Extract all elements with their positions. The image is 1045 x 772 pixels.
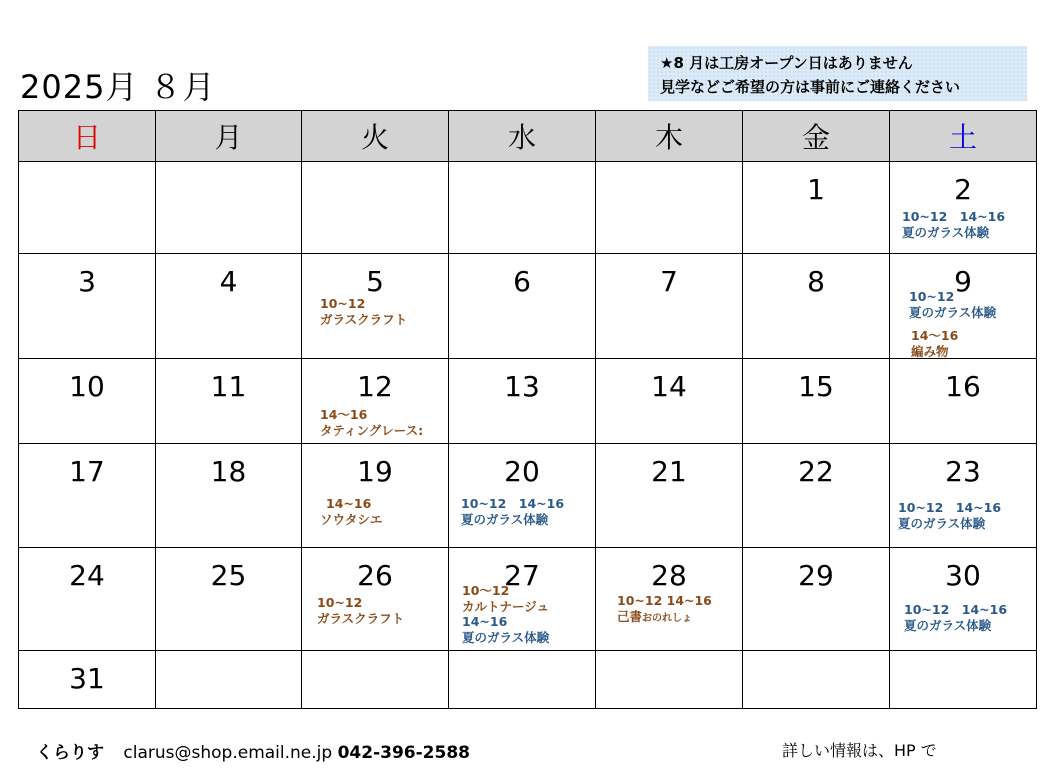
day-number: 6 [513, 265, 531, 298]
day-cell [449, 162, 596, 254]
day-number: 3 [78, 265, 96, 298]
day-number: 1 [807, 173, 825, 206]
day-number: 4 [219, 265, 238, 298]
event-day-23 [898, 500, 1001, 532]
event-day-27-morning [462, 583, 549, 615]
event-day-12 [320, 407, 423, 439]
day-cell [743, 359, 890, 444]
day-number: 10 [69, 370, 105, 403]
weekday-sunday: 日 [19, 111, 156, 162]
day-number: 31 [69, 662, 105, 695]
event-time: 14~16 [326, 496, 372, 511]
event-time: 14～16 [320, 407, 368, 422]
day-number: 11 [210, 370, 247, 403]
event-day-28 [617, 593, 712, 627]
calendar-grid [18, 110, 1037, 709]
day-cell [449, 651, 596, 709]
day-number: 14 [651, 370, 687, 403]
notice-line-2: 見学などご希望の方は事前にご連絡ください [660, 78, 961, 96]
day-number: 23 [945, 455, 981, 488]
event-time: 10~12 14~16 [898, 500, 1002, 515]
day-cell [743, 548, 890, 651]
day-number: 25 [210, 559, 247, 592]
day-cell [743, 254, 890, 359]
event-time: 14~16 [462, 614, 508, 629]
day-cell [449, 444, 596, 548]
event-time: 10~12 [317, 595, 363, 610]
weekday-tuesday: 火 [302, 111, 449, 162]
email-address: clarus@shop.email.ne.jp [123, 743, 333, 763]
event-name: カルトナージュ [462, 599, 550, 614]
day-cell [596, 548, 743, 651]
day-cell [743, 444, 890, 548]
day-number: 9 [954, 265, 972, 298]
day-number: 30 [945, 559, 981, 592]
notice-line-1: ★8 月は工房オープン日はありません [660, 54, 913, 72]
day-number: 16 [945, 370, 981, 403]
day-cell [596, 254, 743, 359]
day-number: 7 [660, 265, 678, 298]
day-cell [449, 254, 596, 359]
event-day-27-afternoon [462, 614, 549, 646]
day-cell [596, 359, 743, 444]
day-cell [890, 548, 1037, 651]
day-number: 18 [210, 455, 247, 488]
event-name: タティングレース: [320, 423, 424, 438]
event-time: 10～12 [462, 583, 510, 598]
weekday-thursday: 木 [596, 111, 743, 162]
event-time: 10~12 14~16 [617, 593, 712, 608]
week-row [19, 651, 1037, 709]
event-name: 夏のガラス体験 [898, 516, 986, 531]
day-number: 13 [504, 370, 540, 403]
event-name-row [617, 609, 712, 627]
more-info-text: 詳しい情報は、HP で [782, 741, 937, 760]
day-cell [302, 162, 449, 254]
day-number: 24 [69, 559, 105, 592]
footer-contact [36, 738, 470, 763]
event-name: 夏のガラス体験 [462, 630, 550, 645]
day-cell [156, 254, 302, 359]
day-cell [302, 548, 449, 651]
weekday-monday: 月 [156, 111, 302, 162]
week-row [19, 444, 1037, 548]
event-day-9-afternoon [911, 328, 958, 360]
day-cell [156, 444, 302, 548]
event-time: 10~12 [909, 289, 955, 304]
day-cell [19, 162, 156, 254]
event-time: 10~12 14~16 [461, 496, 565, 511]
event-name: ガラスクラフト [317, 611, 405, 626]
day-cell [890, 651, 1037, 709]
event-name: ソウタシエ [320, 512, 383, 527]
event-name: 編み物 [911, 344, 949, 359]
week-row [19, 254, 1037, 359]
day-cell [19, 548, 156, 651]
day-number: 28 [651, 559, 687, 592]
day-cell [890, 444, 1037, 548]
day-cell [156, 162, 302, 254]
weekday-wednesday: 水 [449, 111, 596, 162]
shop-name: くらりす [36, 743, 104, 763]
day-cell [302, 359, 449, 444]
day-number: 19 [357, 455, 393, 488]
day-cell [596, 651, 743, 709]
day-cell [302, 651, 449, 709]
day-number: 27 [504, 559, 540, 592]
event-time: 10~12 14~16 [904, 602, 1008, 617]
weekday-header-row [19, 111, 1037, 162]
day-cell [890, 359, 1037, 444]
day-number: 15 [798, 370, 834, 403]
day-number: 17 [69, 455, 105, 488]
day-number: 12 [357, 370, 393, 403]
event-day-30 [904, 602, 1007, 634]
day-cell [596, 162, 743, 254]
day-cell [596, 444, 743, 548]
event-time: 10~12 14~16 [902, 209, 1006, 224]
event-name: ガラスクラフト [320, 312, 408, 327]
event-name: 夏のガラス体験 [902, 225, 990, 240]
day-cell [743, 651, 890, 709]
event-day-20 [461, 496, 564, 528]
event-time: 14～16 [911, 328, 959, 343]
day-cell [156, 359, 302, 444]
day-cell [890, 254, 1037, 359]
day-cell [449, 359, 596, 444]
day-cell [19, 651, 156, 709]
day-number: 8 [807, 265, 825, 298]
event-name: 夏のガラス体験 [909, 305, 997, 320]
weekday-saturday: 土 [890, 111, 1037, 162]
event-time: 10~12 [320, 296, 366, 311]
event-day-2 [902, 209, 1005, 241]
week-row [19, 548, 1037, 651]
phone-number: 042-396-2588 [337, 743, 470, 763]
day-cell [743, 162, 890, 254]
day-cell [302, 254, 449, 359]
event-day-26 [317, 595, 404, 627]
day-number: 26 [357, 559, 393, 592]
event-day-19 [320, 496, 382, 528]
day-cell [156, 651, 302, 709]
event-name-reading: おのれしょ [642, 613, 693, 624]
week-row [19, 359, 1037, 444]
day-cell [19, 254, 156, 359]
event-name: 夏のガラス体験 [904, 618, 992, 633]
calendar-title: 2025月 ８月 [20, 68, 216, 106]
day-cell [156, 548, 302, 651]
day-cell [19, 359, 156, 444]
day-cell [302, 444, 449, 548]
day-cell [449, 548, 596, 651]
event-name: 己書 [617, 609, 643, 624]
notice-box [648, 46, 1027, 101]
week-row [19, 162, 1037, 254]
event-name: 夏のガラス体験 [461, 512, 549, 527]
day-number: 21 [651, 455, 687, 488]
day-number: 2 [954, 173, 972, 206]
event-day-5 [320, 296, 407, 328]
day-number: 20 [504, 455, 540, 488]
weekday-friday: 金 [743, 111, 890, 162]
day-number: 5 [366, 265, 384, 298]
day-cell [19, 444, 156, 548]
day-number: 22 [798, 455, 834, 488]
day-cell [890, 162, 1037, 254]
event-day-9-morning [909, 289, 996, 321]
day-number: 29 [798, 559, 834, 592]
